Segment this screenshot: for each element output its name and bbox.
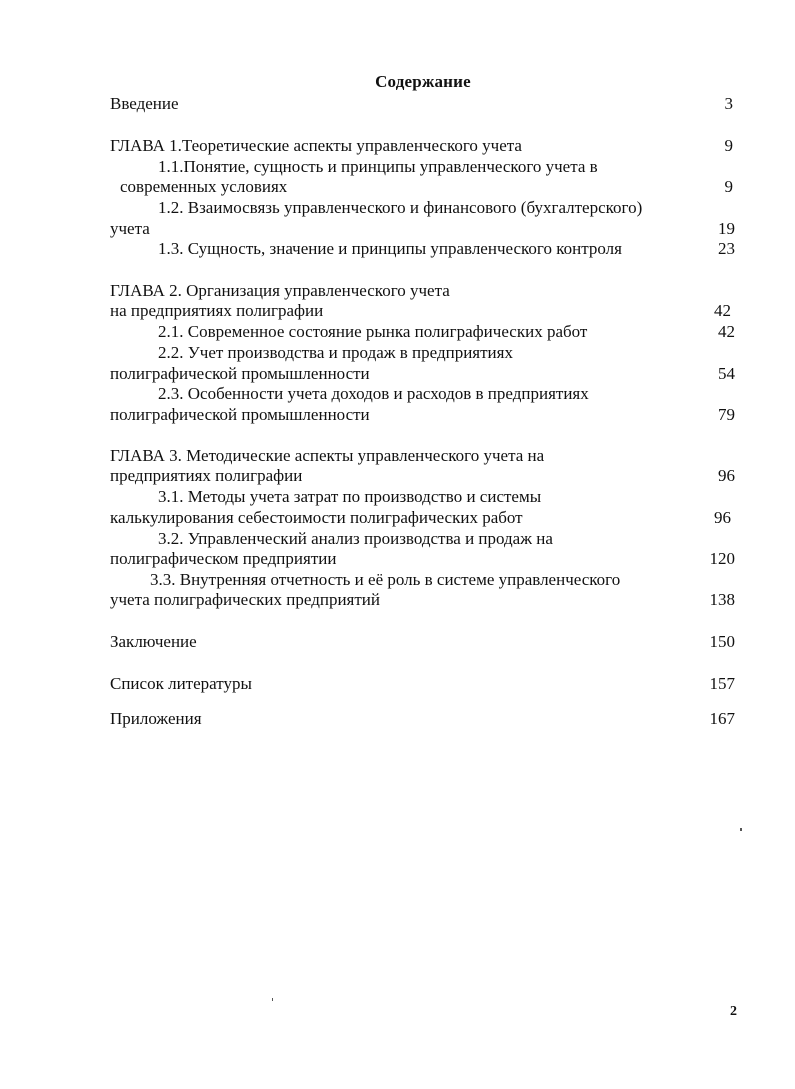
toc-entry-section-1-3: 1.3. Сущность, значение и принципы управленческого контроля (158, 239, 622, 258)
toc-title: Содержание (375, 72, 471, 91)
toc-page-section-3-3: 138 (709, 590, 735, 609)
toc-entry-section-3-1: 3.1. Методы учета затрат по производство и системы (158, 487, 542, 506)
toc-page-section-2-1: 42 (718, 322, 735, 341)
toc-entry-literature: Список литературы (110, 674, 252, 693)
toc-page-section-1-1: 9 (724, 177, 733, 196)
toc-entry-section-2-2: 2.2. Учет производства и продаж в предприятиях (158, 343, 513, 362)
toc-page-section-3-2: 120 (709, 549, 735, 568)
toc-entry-chapter-2: ГЛАВА 2. Организация управленческого учета (110, 281, 450, 300)
toc-entry-section-2-2-cont: полиграфической промышленности (110, 364, 370, 383)
toc-page-chapter-3: 96 (718, 466, 735, 485)
toc-page-section-2-3: 79 (718, 405, 735, 424)
toc-entry-section-2-3: 2.3. Особенности учета доходов и расходов в предприятиях (158, 384, 589, 403)
toc-page-literature: 157 (709, 674, 735, 693)
toc-entry-section-1-2: 1.2. Взаимосвязь управленческого и финансового (бухгалтерского) (158, 198, 643, 217)
toc-page-appendix: 167 (709, 709, 735, 728)
toc-entry-section-2-1: 2.1. Современное состояние рынка полиграфических работ (158, 322, 588, 341)
toc-entry-chapter-1: ГЛАВА 1.Теоретические аспекты управленческого учета (110, 136, 522, 155)
scan-speck (740, 828, 742, 831)
toc-page-conclusion: 150 (709, 632, 735, 651)
toc-page-section-3-1: 96 (714, 508, 731, 527)
toc-page-chapter-1: 9 (724, 136, 733, 155)
scan-speck (272, 998, 273, 1001)
toc-entry-section-1-2-cont: учета (110, 219, 150, 238)
toc-entry-section-3-3: 3.3. Внутренняя отчетность и её роль в системе управленческого (150, 570, 621, 589)
toc-entry-intro: Введение (110, 94, 179, 113)
toc-entry-section-1-1: 1.1.Понятие, сущность и принципы управленческого учета в (158, 157, 598, 176)
toc-entry-section-1-1-cont: современных условиях (120, 177, 288, 196)
toc-entry-chapter-3-cont: предприятиях полиграфии (110, 466, 303, 485)
toc-entry-section-3-3-cont: учета полиграфических предприятий (110, 590, 380, 609)
toc-page-section-1-2: 19 (718, 219, 735, 238)
toc-entry-conclusion: Заключение (110, 632, 197, 651)
page-number: 2 (730, 1004, 737, 1019)
toc-page-intro: 3 (724, 94, 733, 113)
toc-page-section-1-3: 23 (718, 239, 735, 258)
toc-entry-section-3-2: 3.2. Управленческий анализ производства и продаж на (158, 529, 553, 548)
toc-entry-section-2-3-cont: полиграфической промышленности (110, 405, 370, 424)
toc-entry-chapter-3: ГЛАВА 3. Методические аспекты управленческого учета на (110, 446, 545, 465)
toc-entry-section-3-2-cont: полиграфическом предприятии (110, 549, 337, 568)
toc-page-section-2-2: 54 (718, 364, 735, 383)
toc-entry-chapter-2-cont: на предприятиях полиграфии (110, 301, 324, 320)
toc-entry-section-3-1-cont: калькулирования себестоимости полиграфических работ (110, 508, 523, 527)
toc-page-chapter-2: 42 (714, 301, 731, 320)
toc-entry-appendix: Приложения (110, 709, 202, 728)
